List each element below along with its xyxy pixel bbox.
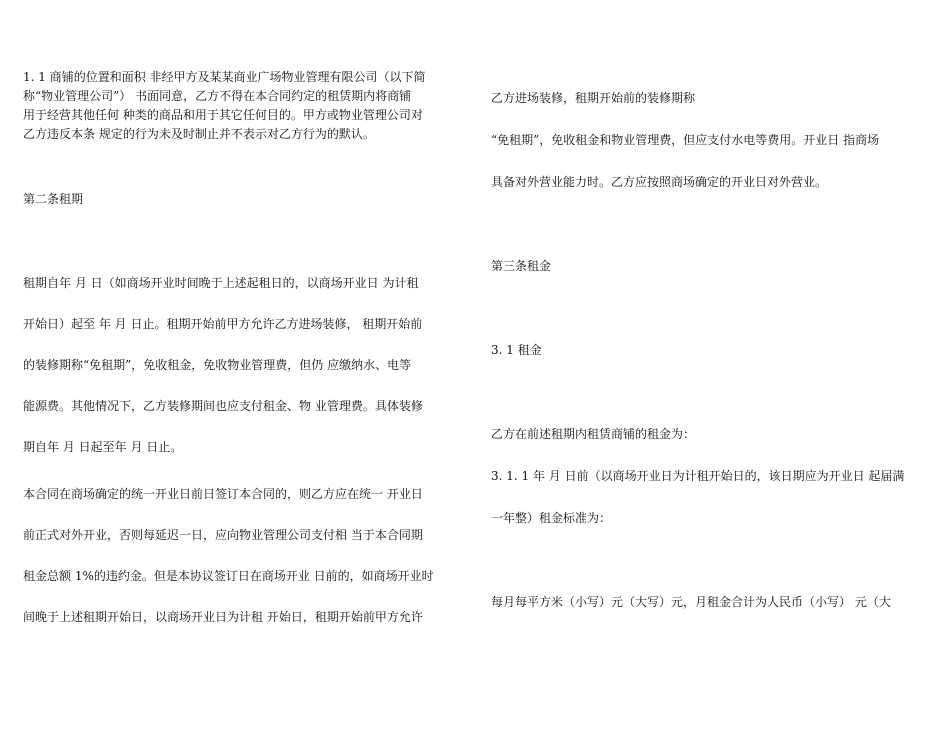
clause-3-1-1-paragraph	[491, 466, 904, 528]
text-line: 3. 1. 1 年 月 日前（以商场开业日为计租开始日的，该日期应为开业日 起届满	[491, 469, 905, 483]
clause-1-1-paragraph	[23, 68, 426, 144]
lease-term-paragraph	[23, 273, 423, 457]
renovation-continuation-paragraph	[491, 88, 879, 192]
text-line: 开始日）起至 年 月 日止。租期开始前甲方允许乙方进场装修， 租期开始前	[23, 317, 423, 331]
text-line: 具备对外营业能力时。乙方应按照商场确定的开业日对外营业。	[491, 175, 828, 189]
text-line: 用于经营其他任何 种类的商品和用于其它任何目的。甲方或物业管理公司对	[23, 108, 423, 122]
text-line: “免租期”，免收租金和物业管理费，但应支付水电等费用。开业日 指商场	[491, 133, 880, 147]
text-line: 期自年 月 日起至年 月 日止。	[23, 440, 183, 454]
article-2-heading: 第二条租期	[23, 192, 84, 206]
text-line: 的装修期称“免租期”，免收租金，免收物业管理费，但仍 应缴纳水、电等	[23, 358, 412, 372]
text-line: 租金总额 1%的违约金。但是本协议签订日在商场开业 日前的，如商场开业时	[23, 569, 434, 583]
text-line: 间晚于上述租期开始日，以商场开业日为计租 开始日，租期开始前甲方允许	[23, 610, 423, 624]
text-line: 本合同在商场确定的统一开业日前日签订本合同的，则乙方应在统一 开业日	[23, 487, 423, 501]
rent-standard-line: 每月每平方米（小写）元（大写）元，月租金合计为人民币（小写） 元（大	[491, 595, 891, 609]
text-line: 1. 1 商铺的位置和面积 非经甲方及某某商业广场物业管理有限公司（以下简	[23, 70, 426, 84]
rent-intro-line: 乙方在前述租期内租赁商铺的租金为：	[491, 427, 696, 441]
text-line: 称“物业管理公司”） 书面同意，乙方不得在本合同约定的租赁期内将商铺	[23, 89, 412, 103]
section-3-1-heading: 3. 1 租金	[491, 343, 542, 357]
text-line: 能源费。其他情况下，乙方装修期间也应支付租金、物 业管理费。具体装修	[23, 399, 423, 413]
article-3-heading: 第三条租金	[491, 259, 552, 273]
text-line: 前正式对外开业，否则每延迟一日，应向物业管理公司支付相 当于本合同期	[23, 528, 423, 542]
opening-date-paragraph	[23, 484, 434, 627]
text-line: 乙方进场装修，租期开始前的装修期称	[491, 91, 696, 105]
text-line: 租期自年 月 日（如商场开业时间晚于上述起租日的，以商场开业日 为计租	[23, 276, 419, 290]
text-line: 乙方违反本条 规定的行为未及时制止并不表示对乙方行为的默认。	[23, 127, 375, 141]
text-line: 一年整）租金标准为：	[491, 511, 612, 525]
